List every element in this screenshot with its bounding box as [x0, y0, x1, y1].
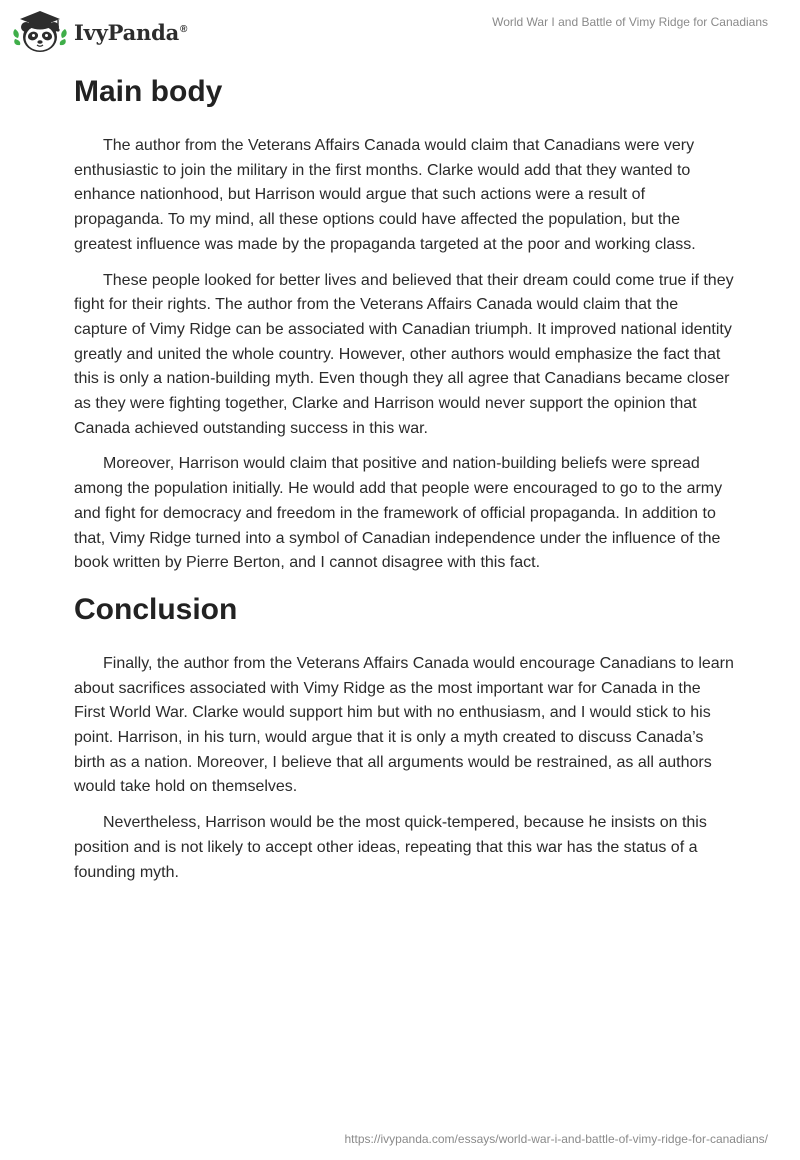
footer-source-link[interactable]: https://ivypanda.com/essays/world-war-i-and-battle-of-vimy-ridge-for-canadians/ [344, 1132, 768, 1146]
ivypanda-logo[interactable] [12, 8, 187, 54]
document-title: World War I and Battle of Vimy Ridge for Canadians [492, 15, 768, 29]
logo-wordmark: IvyPanda® [74, 19, 188, 45]
section-heading-main-body: Main body [74, 75, 223, 108]
paragraph: Finally, the author from the Veterans Affairs Canada would encourage Canadians to learn about sacrifices associated with Vimy Ridge as the most important war for Canada in the First World War. Clarke would support him but with no enthusiasm, and I would stick to his point. Harrison, in his turn, would argue that it is only a myth created to discuss Canada’s birth as a nation. Moreover, I believe that all arguments would be restrained, as all authors would take hold on themselves. [74, 654, 734, 796]
paragraph: Nevertheless, Harrison would be the most quick-tempered, because he insists on this position and is not likely to accept other ideas, repeating that this war has the status of a founding myth. [74, 814, 707, 881]
page-header [0, 0, 800, 60]
paragraph: These people looked for better lives and believed that their dream could come true if they fight for their rights. The author from the Veterans Affairs Canada would claim that the capture of Vimy Ridge can be associated with Canadian triumph. It improved national identity greatly and united the whole country. However, other authors would emphasize the fact that this is only a nation-building myth. Even though they all agree that Canadians became closer as they were fighting together, Clarke and Harrison would never support the opinion that Canada achieved outstanding success in this war. [74, 271, 734, 437]
paragraph: Moreover, Harrison would claim that positive and nation-building beliefs were spread among the population initially. He would add that people were encouraged to go to the army and fight for democracy and freedom in the framework of official propaganda. In addition to that, Vimy Ridge turned into a symbol of Canadian independence under the influence of the book written by Pierre Berton, and I cannot disagree with this fact. [74, 455, 723, 572]
section-heading-conclusion: Conclusion [74, 592, 238, 626]
paragraph: The author from the Veterans Affairs Canada would claim that Canadians were very enthusiastic to join the military in the first months. Clarke would add that they wanted to enhance nationhood, but Harrison would argue that such actions were a result of propaganda. To my mind, all these options could have affected the population, but the greatest influence was made by the propaganda targeted at the poor and working class. [74, 137, 696, 253]
panda-graduation-cap-icon [12, 8, 68, 54]
essay-content [74, 72, 734, 896]
